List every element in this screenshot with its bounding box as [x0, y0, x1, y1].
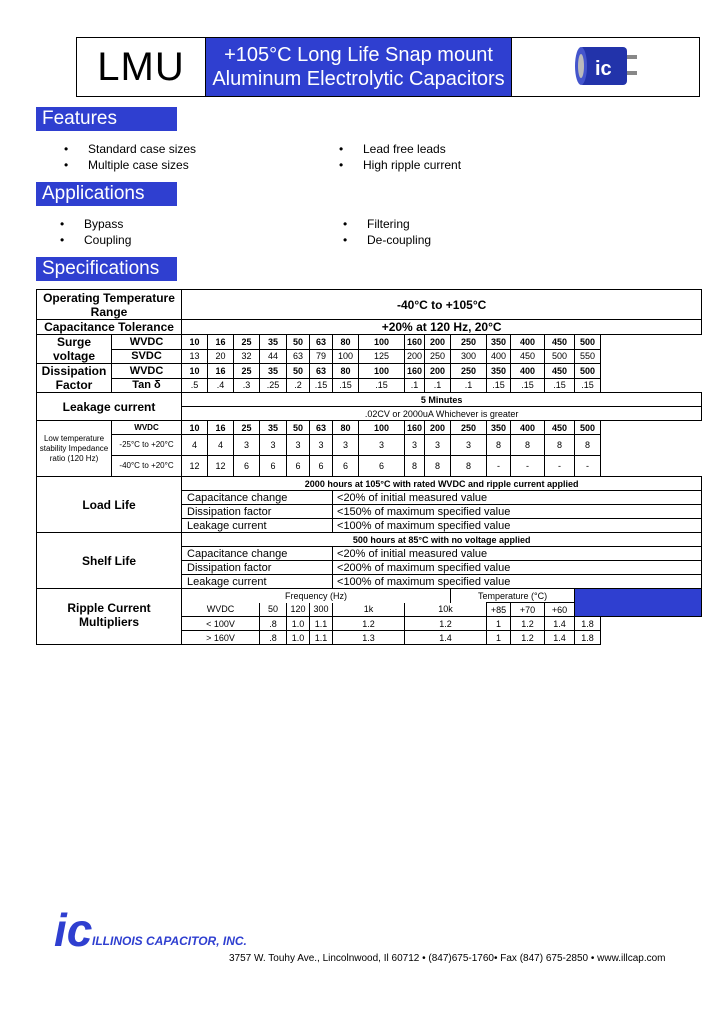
value-cell: 8	[575, 435, 601, 456]
value-cell: .8	[260, 631, 287, 645]
value-cell: 125	[359, 349, 405, 364]
value-cell: 500	[575, 335, 601, 350]
value-cell: 50	[287, 421, 310, 435]
value-cell: 8	[425, 456, 451, 477]
value-cell: 160	[405, 335, 425, 350]
value-cell: .1	[425, 378, 451, 393]
value-cell: 1.1	[310, 617, 333, 631]
value-cell: 3	[333, 435, 359, 456]
value-cell: 3	[234, 435, 260, 456]
list-item: • Bypass	[60, 217, 124, 231]
value-cell: 1k	[333, 603, 405, 617]
value-cell: 35	[260, 421, 287, 435]
shelf-df-label: Dissipation factor	[182, 561, 333, 575]
value-cell: 50	[260, 603, 287, 617]
value-cell: 25	[234, 364, 260, 379]
shelf-df-value: <200% of maximum specified value	[333, 561, 702, 575]
ripple-row2-label: > 160V	[182, 631, 260, 645]
value-cell: 3	[425, 435, 451, 456]
load-life-label: Load Life	[37, 477, 182, 533]
op-temp-value: -40°C to +105°C	[182, 290, 702, 320]
leak-value: .02CV or 2000uA Whichever is greater	[182, 407, 702, 421]
value-cell: 1.4	[405, 631, 487, 645]
value-cell: 1.4	[545, 617, 575, 631]
value-cell: 10	[182, 364, 208, 379]
value-cell: 6	[260, 456, 287, 477]
value-cell: 450	[545, 335, 575, 350]
value-cell: 8	[405, 456, 425, 477]
list-item: • Filtering	[343, 217, 410, 231]
load-df-value: <150% of maximum specified value	[333, 505, 702, 519]
capacitor-icon	[571, 45, 641, 89]
value-cell: -	[511, 456, 545, 477]
value-cell: 1.4	[545, 631, 575, 645]
value-cell: 350	[487, 335, 511, 350]
ripple-row1-label: < 100V	[182, 617, 260, 631]
value-cell: 400	[487, 349, 511, 364]
value-cell: 550	[575, 349, 601, 364]
value-cell: 8	[545, 435, 575, 456]
value-cell: 300	[451, 349, 487, 364]
value-cell: .8	[260, 617, 287, 631]
value-cell: 120	[287, 603, 310, 617]
value-cell: 63	[310, 335, 333, 350]
wvdc-label: WVDC	[112, 335, 182, 350]
value-cell: .25	[260, 378, 287, 393]
applications-right-list	[343, 216, 431, 248]
value-cell: 250	[451, 364, 487, 379]
value-cell: 12	[182, 456, 208, 477]
value-cell: 1.3	[333, 631, 405, 645]
ic-logo-icon	[54, 904, 247, 960]
value-cell: 500	[575, 421, 601, 435]
value-cell: 25	[234, 335, 260, 350]
value-cell: 35	[260, 364, 287, 379]
svg-text:ILLINOIS CAPACITOR, INC.: ILLINOIS CAPACITOR, INC.	[92, 934, 247, 948]
value-cell: 63	[310, 364, 333, 379]
shelf-leak-value: <100% of maximum specified value	[333, 575, 702, 589]
value-cell: 20	[208, 349, 234, 364]
value-cell: .5	[182, 378, 208, 393]
value-cell: 6	[234, 456, 260, 477]
value-cell: 400	[511, 421, 545, 435]
value-cell: 16	[208, 364, 234, 379]
footer-address: 3757 W. Touhy Ave., Lincolnwood, Il 60712 • (847)675-1760• Fax (847) 675-2850 • www.illcap.com	[229, 953, 666, 964]
surge-label: Surge voltage	[37, 335, 112, 364]
value-cell: 3	[359, 435, 405, 456]
shelf-cap-change-value: <20% of initial measured value	[333, 547, 702, 561]
value-cell: 6	[310, 456, 333, 477]
value-cell: 160	[405, 421, 425, 435]
value-cell: +85	[487, 603, 511, 617]
load-cap-change-value: <20% of initial measured value	[333, 491, 702, 505]
value-cell: +60	[545, 603, 575, 617]
list-item: • High ripple current	[339, 158, 462, 172]
company-logo	[54, 904, 247, 965]
value-cell: -	[545, 456, 575, 477]
value-cell: 450	[545, 421, 575, 435]
value-cell: 250	[425, 349, 451, 364]
value-cell: .1	[405, 378, 425, 393]
value-cell: 1.8	[575, 617, 601, 631]
value-cell: 6	[287, 456, 310, 477]
shelf-life-label: Shelf Life	[37, 533, 182, 589]
cap-tol-value: +20% at 120 Hz, 20°C	[182, 320, 702, 335]
value-cell: 100	[359, 421, 405, 435]
value-cell: 100	[359, 364, 405, 379]
features-right-list	[339, 141, 461, 173]
value-cell: 50	[287, 335, 310, 350]
value-cell: 1.0	[287, 631, 310, 645]
applications-left-list	[60, 216, 131, 248]
blank-cell	[601, 631, 702, 645]
value-cell: 6	[333, 456, 359, 477]
value-cell: 1	[487, 631, 511, 645]
load-life-condition: 2000 hours at 105°C with rated WVDC and ripple current applied	[182, 477, 702, 491]
value-cell: 500	[575, 364, 601, 379]
svdc-label: SVDC	[112, 349, 182, 364]
value-cell: 10	[182, 335, 208, 350]
header-title-line2: Aluminum Electrolytic Capacitors	[212, 68, 505, 90]
value-cell: 16	[208, 335, 234, 350]
load-leak-label: Leakage current	[182, 519, 333, 533]
load-cap-change-label: Capacitance change	[182, 491, 333, 505]
value-cell: 350	[487, 421, 511, 435]
header-title	[206, 38, 512, 96]
shelf-cap-change-label: Capacitance change	[182, 547, 333, 561]
value-cell: 10	[182, 421, 208, 435]
value-cell: 400	[511, 364, 545, 379]
value-cell: 50	[287, 364, 310, 379]
leak-label: Leakage current	[37, 393, 182, 421]
value-cell: .4	[208, 378, 234, 393]
value-cell: 4	[182, 435, 208, 456]
value-cell: .15	[487, 378, 511, 393]
value-cell: .15	[545, 378, 575, 393]
shelf-leak-label: Leakage current	[182, 575, 333, 589]
df-label: Dissipation Factor	[37, 364, 112, 393]
value-cell: 200	[425, 421, 451, 435]
value-cell: 300	[310, 603, 333, 617]
capacitor-image	[512, 38, 699, 96]
value-cell: 3	[260, 435, 287, 456]
value-cell: 63	[310, 421, 333, 435]
header-title-line1: +105°C Long Life Snap mount	[224, 44, 493, 66]
features-left-list	[64, 141, 196, 173]
value-cell: 100	[333, 349, 359, 364]
value-cell: 3	[310, 435, 333, 456]
value-cell: 1.1	[310, 631, 333, 645]
value-cell: 4	[208, 435, 234, 456]
list-item: • Lead free leads	[339, 142, 446, 156]
wvdc-label: WVDC	[112, 421, 182, 435]
value-cell: 80	[333, 364, 359, 379]
value-cell: 200	[425, 335, 451, 350]
value-cell: 100	[359, 335, 405, 350]
value-cell: 450	[545, 364, 575, 379]
lt-row1-label: -25°C to +20°C	[112, 435, 182, 456]
header-box	[76, 37, 700, 97]
value-cell: 200	[405, 349, 425, 364]
list-item: • Standard case sizes	[64, 142, 197, 156]
value-cell: .1	[451, 378, 487, 393]
features-heading: Features	[36, 107, 177, 131]
value-cell: +70	[511, 603, 545, 617]
value-cell: .15	[333, 378, 359, 393]
list-item: • Multiple case sizes	[64, 158, 189, 172]
value-cell: 44	[260, 349, 287, 364]
ripple-label: Ripple Current Multipliers	[37, 589, 182, 645]
value-cell: 250	[451, 335, 487, 350]
value-cell: 12	[208, 456, 234, 477]
value-cell: 500	[545, 349, 575, 364]
value-cell: .3	[234, 378, 260, 393]
op-temp-label: Operating Temperature Range	[37, 290, 182, 320]
blank-cell	[601, 617, 702, 631]
value-cell: 1	[487, 617, 511, 631]
spec-table	[36, 289, 702, 645]
value-cell: .15	[511, 378, 545, 393]
cap-tol-label: Capacitance Tolerance	[37, 320, 182, 335]
value-cell: 350	[487, 364, 511, 379]
value-cell: 1.0	[287, 617, 310, 631]
freq-header: Frequency (Hz)	[182, 589, 451, 603]
value-cell: 10k	[405, 603, 487, 617]
series-code: LMU	[77, 38, 206, 96]
value-cell: 13	[182, 349, 208, 364]
temp-header: Temperature (°C)	[451, 589, 575, 603]
value-cell: 63	[287, 349, 310, 364]
value-cell: 25	[234, 421, 260, 435]
value-cell: 1.8	[575, 631, 601, 645]
value-cell: -	[575, 456, 601, 477]
value-cell: 35	[260, 335, 287, 350]
value-cell: .2	[287, 378, 310, 393]
list-item: • Coupling	[60, 233, 132, 247]
value-cell: 16	[208, 421, 234, 435]
applications-heading: Applications	[36, 182, 177, 206]
value-cell: -	[487, 456, 511, 477]
value-cell: 200	[425, 364, 451, 379]
value-cell: .15	[575, 378, 601, 393]
value-cell: .15	[359, 378, 405, 393]
value-cell: 8	[451, 456, 487, 477]
value-cell: 32	[234, 349, 260, 364]
tan-label: Tan δ	[112, 378, 182, 393]
value-cell: 1.2	[405, 617, 487, 631]
value-cell: 1.2	[511, 631, 545, 645]
value-cell: 80	[333, 335, 359, 350]
leak-time: 5 Minutes	[182, 393, 702, 407]
ripple-wvdc-label: WVDC	[182, 603, 260, 617]
value-cell: 8	[487, 435, 511, 456]
value-cell: 450	[511, 349, 545, 364]
wvdc-label: WVDC	[112, 364, 182, 379]
lt-row2-label: -40°C to +20°C	[112, 456, 182, 477]
shelf-life-condition: 500 hours at 85°C with no voltage applied	[182, 533, 702, 547]
value-cell: 1.2	[333, 617, 405, 631]
value-cell: 400	[511, 335, 545, 350]
value-cell: 3	[287, 435, 310, 456]
svg-text:ic: ic	[594, 58, 612, 80]
load-leak-value: <100% of maximum specified value	[333, 519, 702, 533]
low-temp-label: Low temperature stability Impedance ratio (120 Hz)	[37, 421, 112, 477]
value-cell: 79	[310, 349, 333, 364]
load-df-label: Dissipation factor	[182, 505, 333, 519]
specifications-heading: Specifications	[36, 257, 177, 281]
value-cell: 3	[451, 435, 487, 456]
value-cell: 3	[405, 435, 425, 456]
value-cell: 1.2	[511, 617, 545, 631]
value-cell: 160	[405, 364, 425, 379]
svg-text:ic: ic	[54, 904, 93, 956]
value-cell: 6	[359, 456, 405, 477]
value-cell: .15	[310, 378, 333, 393]
value-cell: 250	[451, 421, 487, 435]
list-item: • De-coupling	[343, 233, 432, 247]
value-cell: 8	[511, 435, 545, 456]
value-cell: 80	[333, 421, 359, 435]
blue-block	[575, 589, 702, 617]
